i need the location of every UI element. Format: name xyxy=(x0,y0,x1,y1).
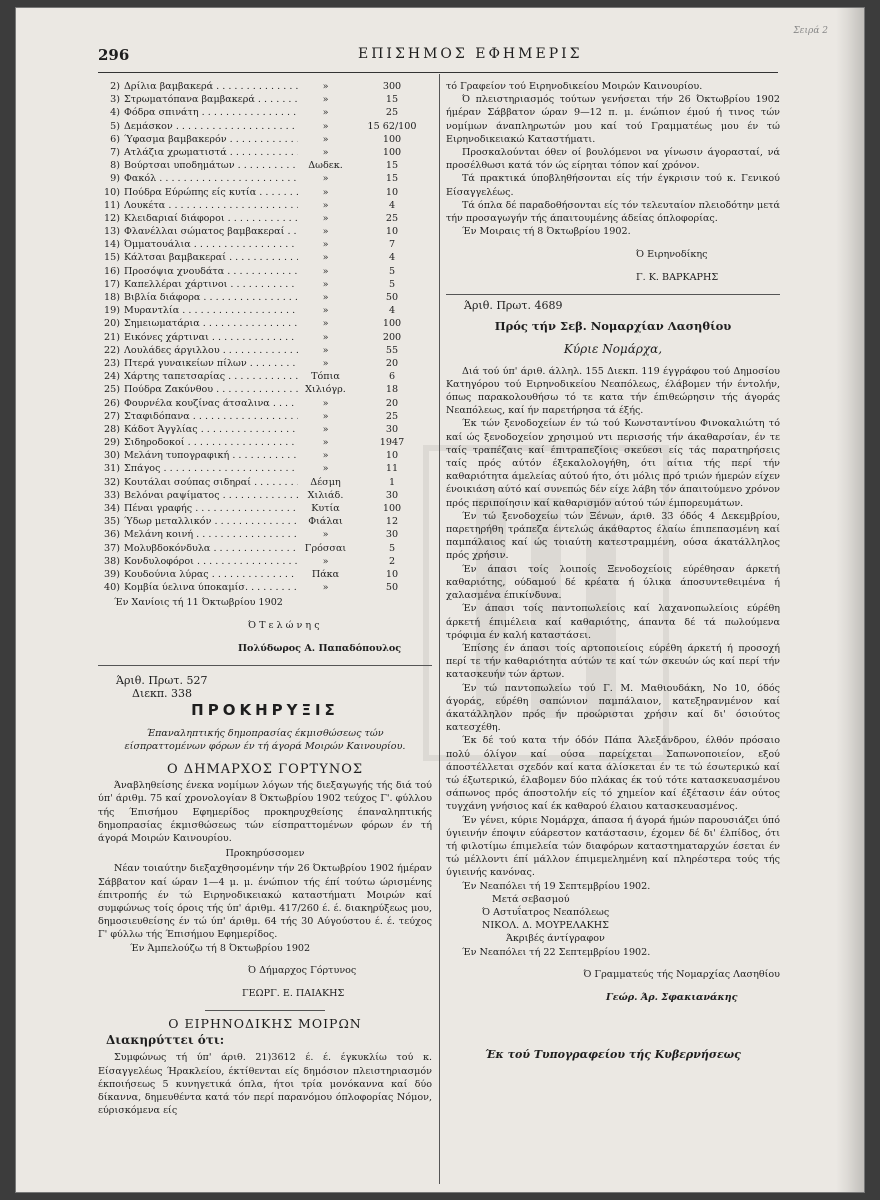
section-rule xyxy=(98,665,432,666)
item-number: 25) xyxy=(104,384,120,396)
item-name: Προσόψια χνουδάτα . . . xyxy=(124,265,302,278)
item-quantity: 10 xyxy=(385,186,399,198)
protocol-number: Άριθ. Πρωτ. 527 xyxy=(116,673,208,687)
item-quantity: 4 xyxy=(388,199,396,211)
header-rule xyxy=(98,72,778,73)
item-number: 32) xyxy=(104,476,120,488)
item-quantity: 30 xyxy=(385,489,399,501)
item-unit: Πάκα xyxy=(298,568,353,581)
item-quantity: 10 xyxy=(385,226,399,238)
item-number: 33) xyxy=(104,489,120,501)
inventory-row xyxy=(98,146,432,159)
justice-heading: Ο ΕΙΡΗΝΟΔΙΚΗΣ ΜΟΙΡΩΝ xyxy=(168,1015,362,1031)
chania-date: Έν Χανίοις τή 11 Όκτωβρίου 1902 xyxy=(114,597,283,609)
item-name: Ύδωρ μεταλλικόν . . . xyxy=(124,515,302,528)
inventory-row xyxy=(98,423,432,436)
item-unit: » xyxy=(298,238,353,251)
item-quantity: 25 xyxy=(385,212,399,224)
item-unit: » xyxy=(298,80,353,93)
proclamation-body-1: Άναβληθείσης ένεκα νομίμων λόγων τής διεξαγωγής τής διά τού ύπ' άριθμ. 75 καί χρονολογίαν 8 Όκτωβρίου 1902 τεύχος Γ'. φύλλου τής Έπισήμου Εφημερίδος προκηρυχθείσης έπαναληπτικής δημοπρασίας έκμισθώσεως τών είσπραττομένων φόρων έν τή άγορά Μοιρών Καινουρίου. xyxy=(98,780,432,844)
inventory-row xyxy=(98,212,432,225)
item-unit: » xyxy=(298,265,353,278)
continuation-4: Τά πρακτικά ύποβληθήσονται είς τήν έγκρισιν τού κ. Γενικού Είσαγγελέως. xyxy=(446,173,780,198)
item-number: 15) xyxy=(104,252,120,264)
letter-paragraph-9: Έν γένει, κύριε Νομάρχα, άπασα ή άγορά ήμών παρουσιάζει ύπό ύγιεινήν έποψιν εύάρεστον κατάστασιν, έχομεν δέ δι' έλπίδος, ότι τή φιλοτίμω έπιμελεία τών διαφόρων καταστηματαρχών έσεται έν τώ μέλλοντι έπί μάλλον έπιμεμελημένη καί πληρέστερα τούς τής ύγιεινής κανόνας. xyxy=(446,814,780,879)
inventory-row xyxy=(98,528,432,541)
item-number: 39) xyxy=(104,568,120,580)
item-unit: » xyxy=(298,410,353,423)
neapolis-date-1: Έν Νεαπόλει τή 19 Σεπτεμβρίου 1902. xyxy=(462,880,651,892)
item-name: Ύφασμα βαμβακερόν . . . xyxy=(124,133,302,146)
item-unit: » xyxy=(298,172,353,185)
neapolis-date-2: Έν Νεαπόλει τή 22 Σεπτεμβρίου 1902. xyxy=(462,946,651,958)
item-number: 34) xyxy=(104,503,120,514)
item-quantity: 5 xyxy=(388,542,396,554)
inventory-row xyxy=(98,291,432,304)
item-number: 17) xyxy=(104,278,120,290)
item-name: Λουκέτα . . . xyxy=(124,199,302,212)
item-name: Σταφιδόπανα . . . xyxy=(124,410,302,423)
inventory-row xyxy=(98,159,432,172)
inventory-row xyxy=(98,397,432,410)
item-name: Στρωματόπανα βαμβακερά . . . xyxy=(124,93,302,106)
letter-addressee: Πρός τήν Σεβ. Νομαρχίαν Λασηθίου xyxy=(494,319,732,334)
letter-paragraph-1: Διά τού ύπ' άριθ. άλληλ. 155 Διεκπ. 119 έγγράφου τού Δημοσίου Κατηγόρου τού Ειρηνοδικείου Νεαπόλεως, έλάβομεν τήν έντολήν, όπως παρακολουθήσω τό τε κατα τήν έπιθεώρησιν τής άγοράς Νεαπόλεως, καί ήν παρετήρησα τά έξής. xyxy=(446,365,780,417)
item-quantity: 25 xyxy=(385,410,399,422)
inventory-row xyxy=(98,542,432,555)
item-number: 8) xyxy=(110,160,120,172)
item-number: 22) xyxy=(104,344,120,356)
item-name: Φόδρα σπινάτη . . . xyxy=(124,106,302,119)
item-unit: » xyxy=(298,133,353,146)
inventory-row xyxy=(98,568,432,581)
inventory-row xyxy=(98,449,432,462)
item-name: Πτερά γυναικείων πίλων . . . xyxy=(124,357,302,370)
item-number: 28) xyxy=(104,423,120,435)
secretary-name: Γεώρ. Άρ. Σφακιανάκης xyxy=(606,992,738,1004)
item-quantity: 15 xyxy=(385,94,399,106)
chania-sign-title: Ό Τ ε λ ώ ν η ς xyxy=(248,620,320,632)
letter-paragraph-3: Έν τώ ξενοδοχείω τών Ξένων, άριθ. 33 όδός 4 Δεκεμβρίου, παρετηρήθη τράπεζα έντελώς άκάθαρτος έλαίω έπιπεπασμένη καί παμπάλαιος καί ώς τοιαύτη κατεστραμμένη, ούσα άκατάλληλος πρός χρήσιν. xyxy=(446,510,780,562)
section-rule-right xyxy=(446,294,780,295)
inventory-row xyxy=(98,106,432,119)
item-name: Ατλάζια χρωματιστά . . . xyxy=(124,146,302,159)
item-quantity: 15 xyxy=(385,173,399,185)
item-unit: Τόπια xyxy=(298,370,353,383)
inventory-row xyxy=(98,278,432,291)
item-name: Κλειδαριαί διάφοροι . . . xyxy=(124,212,302,225)
item-name: Κομβία ύελινα ύποκαμίσ. . . . xyxy=(124,581,302,594)
item-name: Σημειωματάρια . . . xyxy=(124,317,302,330)
printer-footer: Έκ τού Τυπογραφείου τής Κυβερνήσεως xyxy=(485,1048,741,1062)
inventory-row xyxy=(98,238,432,251)
inventory-row xyxy=(98,304,432,317)
item-number: 2) xyxy=(110,81,120,92)
item-quantity: 10 xyxy=(385,450,399,462)
item-unit: » xyxy=(298,462,353,475)
item-unit: Χιλιόγρ. xyxy=(298,383,353,396)
letter-salutation: Κύριε Νομάρχα, xyxy=(563,342,663,357)
item-unit: Κυτία xyxy=(298,502,353,515)
item-name: Δρίλια βαμβακερά . . . xyxy=(124,80,302,93)
item-unit: » xyxy=(298,278,353,291)
item-quantity: 4 xyxy=(388,305,396,317)
item-unit: » xyxy=(298,120,353,133)
item-number: 36) xyxy=(104,529,120,541)
item-number: 16) xyxy=(104,265,120,277)
inventory-row xyxy=(98,476,432,489)
inventory-row xyxy=(98,581,432,594)
city-doctor-title: Ό Αστυΐατρος Νεαπόλεως xyxy=(482,906,610,918)
item-name: Όμματουάλια . . . xyxy=(124,238,302,251)
item-number: 24) xyxy=(104,371,120,383)
binding-shadow xyxy=(836,8,864,1192)
item-unit: » xyxy=(298,146,353,159)
item-unit: » xyxy=(298,436,353,449)
city-doctor-name: ΝΙΚΟΛ. Δ. ΜΟΥΡΕΛΑΚΗΣ xyxy=(482,920,609,932)
inventory-row xyxy=(98,265,432,278)
justice-body: Συμφώνως τή ύπ' άριθ. 21)3612 έ. έ. έγκυκλίω τού κ. Είσαγγελέως Ήρακλείου, έκτίθενται είς δημόσιον πλειστηριασμόν έκποιήσεως 5 κυνηγετικά όπλα, ήτοι τρία μονόκαννα καί δύο δίκαννα, δημευθέντα κατά τόν περί παρανόμου όπλοφορίας Νόμον, εύρισκόμενα είς xyxy=(98,1052,432,1117)
page-number: 296 xyxy=(98,46,130,64)
item-number: 40) xyxy=(104,582,120,594)
item-number: 18) xyxy=(104,292,120,303)
item-quantity: 18 xyxy=(385,384,399,396)
mayor-heading: Ο ΔΗΜΑΡΧΟΣ ΓΟΡΤΥΝΟΣ xyxy=(166,761,364,777)
item-unit: Χιλιάδ. xyxy=(298,489,353,502)
inventory-row xyxy=(98,199,432,212)
letter-paragraph-4: Έν άπασι τοίς λοιποίς Ξενοδοχείοις εύρέθησαν άρκετή καθαριότης, ούδαμού δέ κρέατα ή ύλικα άποσυντεθειμένα ή χαλασμένα έπικίνδυνα. xyxy=(446,563,780,602)
item-name: Βιβλία διάφορα . . . xyxy=(124,291,302,304)
item-name: Βελόναι ραψίματος . . . xyxy=(124,489,302,502)
item-unit: » xyxy=(298,357,353,370)
chania-sign-name: Πολύδωρος Α. Παπαδόπουλος xyxy=(238,642,402,654)
item-unit: » xyxy=(298,449,353,462)
item-unit: » xyxy=(298,344,353,357)
corner-mark: Σειρά 2 xyxy=(793,26,828,36)
item-number: 30) xyxy=(104,450,120,462)
true-copy: Άκριβές άντίγραφον xyxy=(506,933,605,945)
inventory-row xyxy=(98,555,432,568)
item-quantity: 7 xyxy=(388,239,396,251)
item-number: 10) xyxy=(104,186,120,198)
item-number: 38) xyxy=(104,555,120,567)
item-quantity: 30 xyxy=(385,423,399,435)
item-number: 31) xyxy=(104,463,120,475)
item-name: Εικόνες χάρτιναι . . . xyxy=(124,331,302,344)
item-quantity: 6 xyxy=(388,371,396,383)
letter-paragraph-5: Έν άπασι τοίς παντοπωλείοις καί λαχανοπωλείοις εύρέθη άρκετή έπιμέλεια καί καθαριότης, άπαντα δέ τά πωλούμενα τρόφιμα έν καλή καταστάσει. xyxy=(446,603,780,641)
proclamation-heading: ΠΡΟΚΗΡΥΞΙΣ xyxy=(191,701,339,720)
continuation-2: Ό πλειστηριασμός τούτων γενήσεται τήν 26 Όκτωβρίου 1902 ήμέραν Σάββατον ώραν 9—12 π. μ. ένώπιον έμού ή τινος τών νομίμων άναπληρωτών μου καί τού Γραμματέως μου έν τώ Ειρηνοδικειακώ Καταστήματι. xyxy=(446,94,780,145)
item-quantity: 50 xyxy=(385,582,399,594)
item-number: 20) xyxy=(104,318,120,330)
item-number: 19) xyxy=(104,305,120,317)
item-name: Χάρτης ταπετσαρίας . . . xyxy=(124,370,302,383)
item-unit: Γρόσσαι xyxy=(298,542,353,555)
item-name: Σιδηροδοκοί . . . xyxy=(124,436,302,449)
continuation-5: Τά όπλα δέ παραδοθήσονται είς τόν τελευταίον πλειοδότην μετά τήν προσαγωγήν τής άπαιτουμένης άδείας όπλοφορίας. xyxy=(446,199,781,225)
right-column xyxy=(446,80,780,1062)
ampelouzo-date: Έν Άμπελούζω τή 8 Όκτωβρίου 1902 xyxy=(130,942,311,954)
item-quantity: 1 xyxy=(388,476,396,488)
continuation-1: τό Γραφείον τού Ειρηνοδικείου Μοιρών Καινουρίου. xyxy=(446,81,703,92)
item-quantity: 12 xyxy=(385,516,399,528)
item-number: 3) xyxy=(110,94,120,106)
moires-date: Έν Μοιραις τή 8 Όκτωβρίου 1902. xyxy=(462,226,631,238)
item-unit: » xyxy=(298,106,353,119)
item-name: Μυραντλία . . . xyxy=(124,304,302,317)
item-number: 23) xyxy=(104,357,120,369)
item-unit: Δέσμη xyxy=(298,476,353,489)
inventory-row xyxy=(98,383,432,396)
item-unit: » xyxy=(298,225,353,238)
inventory-row xyxy=(98,502,432,515)
inventory-row xyxy=(98,410,432,423)
page-header xyxy=(98,26,828,68)
mayor-sign-name: ΓΕΩΡΓ. Ε. ΠΑΙΑΚΗΣ xyxy=(242,988,345,1000)
letter-paragraph-2: Έκ τών ξενοδοχείων έν τώ τού Κωνσταντίνου Φινοκαλιώτη τό καί ώς ξενοδοχείον χρησιμού ντι περισσής τήν άκαθαρσίαν, έν τε ταίς τραπέζαις καί έπιτραπεζίοις σκεύεσι είς τάς παρατηρήσεις ταίς πρός αύτόν έξεκαλολογήθη, ότι αίτια τής περί τήν καθαριότητα άμελείας αύτού ήτο, ότι μόλις πρό τριών ήμερών είχεν ένοικιάση αύτό καί συνεπώς δέν είχε λάβη τόν άπαιτούμενο χρόνον πρός περιποίησιν καί καθαρισμόν αύτού τών έμπορευμάτων. xyxy=(446,418,780,509)
item-unit: » xyxy=(298,423,353,436)
item-quantity: 1947 xyxy=(379,437,405,449)
item-number: 29) xyxy=(104,437,120,449)
item-name: Μολυβδοκόνδυλα . . . xyxy=(124,542,302,555)
item-unit: » xyxy=(298,331,353,344)
item-unit: » xyxy=(298,251,353,264)
item-number: 12) xyxy=(104,212,120,224)
item-name: Πούδρα Εύρώπης είς κυτία . . . xyxy=(124,186,302,199)
newspaper-page xyxy=(16,8,864,1192)
item-name: Μελάνη κοινή . . . xyxy=(124,528,302,541)
item-quantity: 25 xyxy=(385,107,399,119)
item-quantity: 2 xyxy=(388,555,396,567)
inventory-list xyxy=(98,80,432,594)
inventory-row xyxy=(98,186,432,199)
inventory-row xyxy=(98,357,432,370)
item-quantity: 5 xyxy=(388,265,396,277)
letter-paragraph-6: Έπίσης έν άπασι τοίς αρτοποιείοις εύρέθη άρκετή ή προσοχή περί τε τήν καθαριότητα αύτών τε καί τών σκευών ώς καί περί τήν κατασκευήν τών άρτων. xyxy=(446,642,780,681)
inventory-row xyxy=(98,370,432,383)
inventory-row xyxy=(98,515,432,528)
letter-paragraph-8: Έκ δέ τού κατα τήν όδόν Πάπα Άλεξάνδρου, έλθόν πρόσαιο πολύ όλίγον καί ούσα παρείχεται Σαπωνοποιείον, εξού άποστέλλεται σχεδόν καί κατα άλίσκεται έν τε τώ έσωτερικώ καί τώ έξωτερικώ, έλαβομεν δύο πλάκας έκ τού τότε κατασκευασμένου σάπωνος πρός άποστολήν είς τό χημείον καί έξέτασιν έάν ούτος τυγχάνη γνήσιος καί έκ καθαρού έλαιου κατασκευασμένος. xyxy=(446,735,780,813)
item-quantity: 100 xyxy=(382,146,402,158)
item-unit: » xyxy=(298,186,353,199)
item-name: Λουλάδες άργιλλου . . . xyxy=(124,344,302,357)
item-number: 11) xyxy=(104,199,120,211)
item-unit: » xyxy=(298,581,353,594)
short-rule xyxy=(205,1010,325,1011)
item-unit: » xyxy=(298,212,353,225)
item-name: Κουδούνια λύρας . . . xyxy=(124,568,302,581)
item-number: 5) xyxy=(110,120,120,132)
inventory-row xyxy=(98,251,432,264)
item-quantity: 5 xyxy=(388,278,396,290)
inventory-row xyxy=(98,172,432,185)
item-quantity: 200 xyxy=(382,331,402,343)
item-number: 6) xyxy=(110,133,120,145)
item-quantity: 15 62/100 xyxy=(367,120,417,132)
item-name: Κονδυλοφόροι . . . xyxy=(124,555,302,568)
mayor-sign-title: Ό Δήμαρχος Γόρτυνος xyxy=(248,965,357,977)
item-number: 27) xyxy=(104,410,120,422)
gazette-title: ΕΠΙΣΗΜΟΣ ΕΦΗΜΕΡΙΣ xyxy=(358,46,583,62)
item-quantity: 100 xyxy=(382,133,402,145)
item-quantity: 100 xyxy=(382,503,402,514)
item-number: 26) xyxy=(104,397,120,409)
proclamation-body-2: Νέαν τοιαύτην διεξαχθησομένην τήν 26 Όκτωβρίου 1902 ήμέραν Σάββατον καί ώραν 1—4 μ. μ. ένώπιον τής έπί τούτω ώρισμένης έπιτροπής έν τώ Ειρηνοδικειακώ καταστήματι Μοιρών καί συμφώνως τοίς όροις τής ύπ' άριθμ. 417/260 έ. έ. διακηρύξεως μου, δημοσιευθείσης έν τώ ύπ' άριθμ. 64 τής 30 Αύγούστου έ. έ. τεύχος Γ' φύλλω τής Έπισήμου Εφημερίδος. xyxy=(98,863,432,941)
inventory-row xyxy=(98,436,432,449)
item-name: Πούδρα Ζακύνθου . . . xyxy=(124,383,302,396)
item-number: 37) xyxy=(104,542,120,554)
inventory-row xyxy=(98,489,432,502)
item-name: Πέναι γραφής . . . xyxy=(124,502,302,515)
inventory-row xyxy=(98,133,432,146)
item-unit: Δωδεκ. xyxy=(298,159,353,172)
item-name: Σπάγος . . . xyxy=(124,462,302,475)
item-quantity: 100 xyxy=(382,318,402,330)
declares-heading: Διακηρύττει ότι: xyxy=(106,1033,225,1048)
item-name: Φακόλ . . . xyxy=(124,172,302,185)
item-name: Δεμάσκον . . . xyxy=(124,120,302,133)
letter-paragraph-7: Έν τώ παντοπωλείω τού Γ. Μ. Μαθιουδάκη, Νο 10, όδός άγοράς, εύρέθη σαπώνιον παμπάλαιον, κατεξηρανμένον καί άκατάλληλον πρός ήν προώρισται χρήσιν καί δι' όσιούτος κατεσχέθη. xyxy=(446,682,780,734)
item-number: 13) xyxy=(104,226,120,238)
inventory-row xyxy=(98,120,432,133)
item-name: Μελάνη τυπογραφική . . . xyxy=(124,449,302,462)
protocol-number-2: Άριθ. Πρωτ. 4689 xyxy=(464,299,563,313)
inventory-row xyxy=(98,93,432,106)
item-name: Φλανέλλαι σώματος βαμβακεραί . . . xyxy=(124,225,302,238)
inventory-row xyxy=(98,317,432,330)
dispatch-number: Διεκπ. 338 xyxy=(132,686,193,700)
item-quantity: 11 xyxy=(385,463,399,475)
item-name: Κάδοτ Άγγλίας . . . xyxy=(124,423,302,436)
item-number: 35) xyxy=(104,516,120,528)
item-unit: » xyxy=(298,291,353,304)
item-name: Κουτάλαι σούπας σιδηραί . . . xyxy=(124,476,302,489)
item-quantity: 30 xyxy=(385,529,399,541)
continuation-3: Προσκαλούνται όθεν οί βουλόμενοι να γίνωσιν άγορασταί, νά προσέλθωσι κατά τόν ώς είρηται τόπον καί χρόνον. xyxy=(446,147,780,172)
item-quantity: 10 xyxy=(385,568,399,580)
inventory-row xyxy=(98,331,432,344)
item-unit: » xyxy=(298,93,353,106)
item-quantity: 300 xyxy=(382,81,402,92)
item-quantity: 20 xyxy=(385,357,399,369)
justice-sign-name: Γ. Κ. ΒΑΡΚΑΡΗΣ xyxy=(636,271,719,283)
item-name: Καπελλέραι χάρτινοι . . . xyxy=(124,278,302,291)
item-quantity: 15 xyxy=(385,160,399,172)
item-unit: » xyxy=(298,397,353,410)
item-quantity: 55 xyxy=(385,344,399,356)
item-quantity: 4 xyxy=(388,252,396,264)
item-number: 4) xyxy=(110,107,120,119)
justice-sign-title: Ό Ειρηνοδίκης xyxy=(636,249,708,261)
item-quantity: 20 xyxy=(385,397,399,409)
secretary-title: Ό Γραμματεύς τής Νομαρχίας Λασηθίου xyxy=(583,969,780,981)
proclaim-word: Προκηρύσσομεν xyxy=(225,848,305,860)
item-unit: » xyxy=(298,199,353,212)
item-unit: » xyxy=(298,317,353,330)
item-name: Κάλτσαι βαμβακεραί . . . xyxy=(124,251,302,264)
with-respect: Μετά σεβασμού xyxy=(492,893,570,905)
item-name: Βούρτσαι υποδημάτων . . . xyxy=(124,159,302,172)
inventory-row xyxy=(98,80,432,93)
item-unit: » xyxy=(298,528,353,541)
item-number: 9) xyxy=(110,173,120,185)
item-number: 21) xyxy=(104,331,120,343)
item-unit: » xyxy=(298,555,353,568)
item-name: Φουρνέλα κουζίνας άτσαλινα . . . xyxy=(124,397,302,410)
item-number: 14) xyxy=(104,239,120,251)
proclamation-subtitle: Έπαναληπτικής δημοπρασίας έκμισθώσεως τών είσπραττομένων φόρων έν τή άγορά Μοιρών Καινουρίου. xyxy=(124,727,406,753)
column-divider xyxy=(439,74,440,1184)
item-unit: » xyxy=(298,304,353,317)
inventory-row xyxy=(98,344,432,357)
left-column xyxy=(98,80,432,1117)
item-unit: Φιάλαι xyxy=(298,515,353,528)
item-quantity: 50 xyxy=(385,292,399,303)
item-number: 7) xyxy=(110,146,120,158)
inventory-row xyxy=(98,462,432,475)
inventory-row xyxy=(98,225,432,238)
